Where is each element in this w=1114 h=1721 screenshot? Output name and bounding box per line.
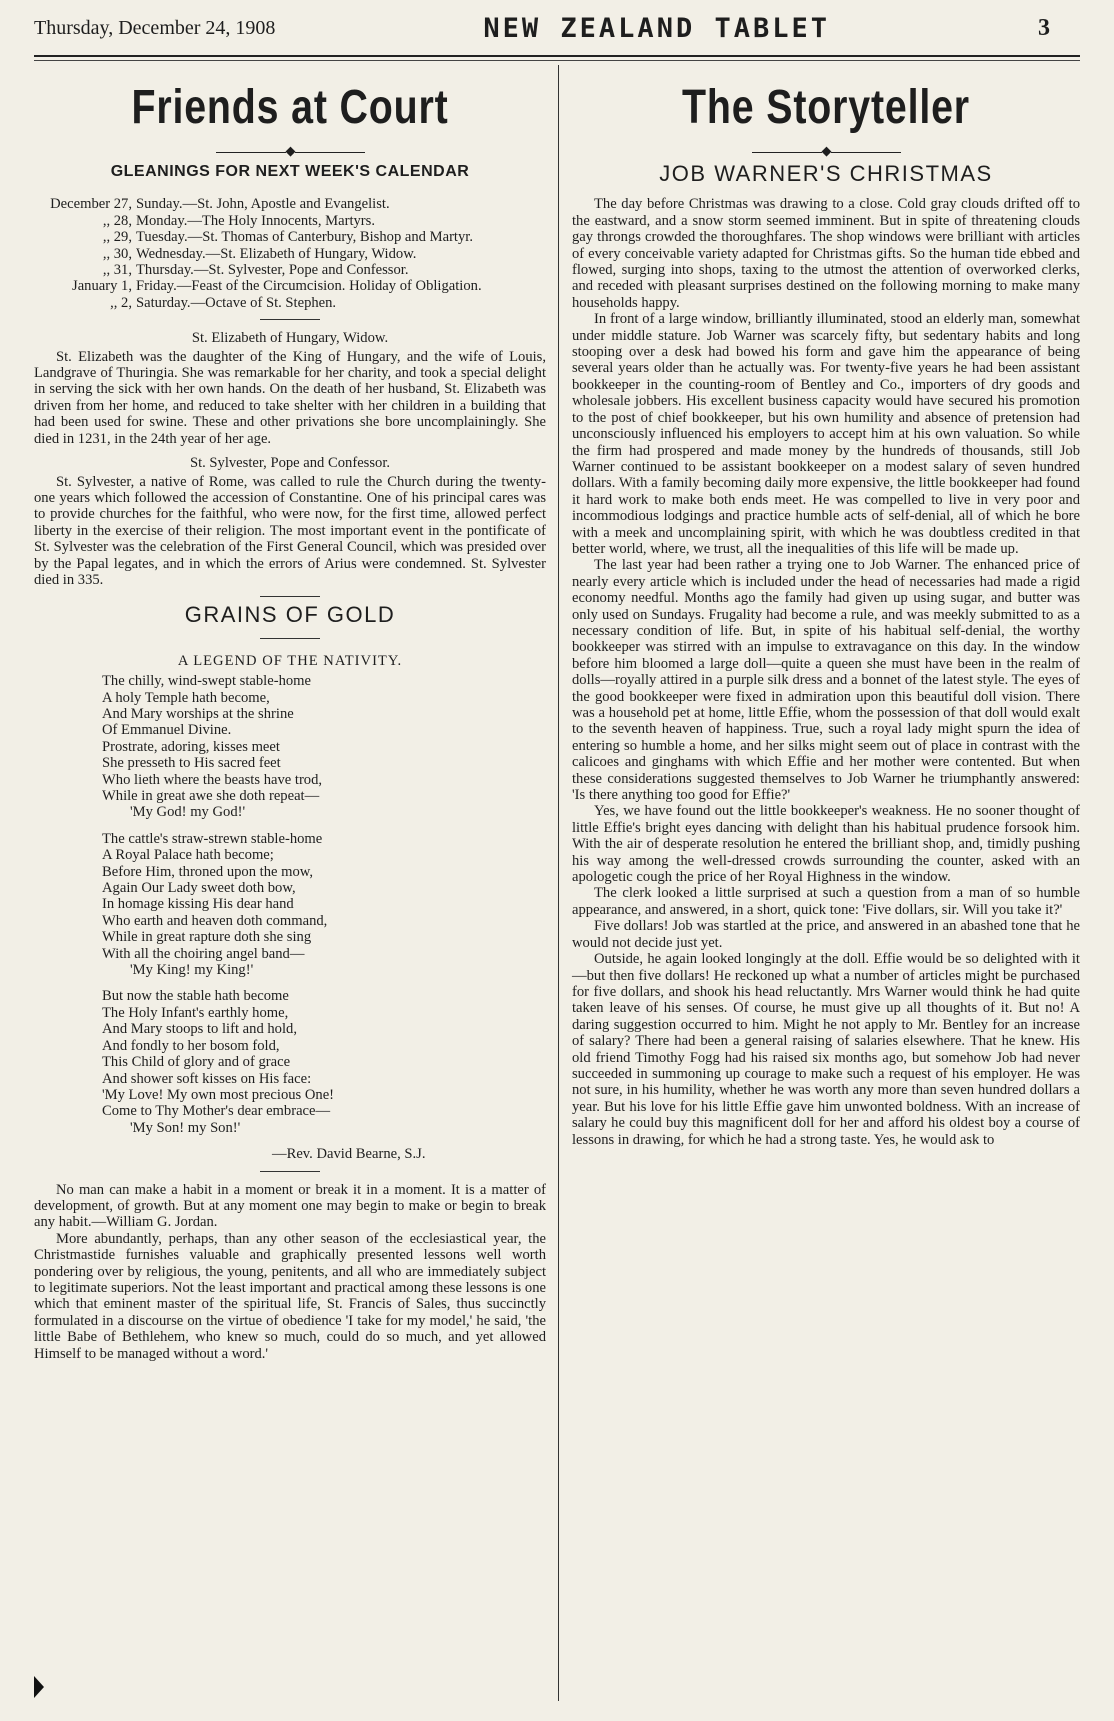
poem-title: A LEGEND OF THE NATIVITY.: [177, 652, 403, 669]
story-paragraph: Yes, we have found out the little bookkeeper's weakness. He no sooner thought of little Effie's bright eyes dancing with delight than his habitual prudence forsook him. With the air of desperate resolution he entered the brilliant shop, and, timidly pushing his way among the well-dressed crowds surrounding the counter, asked with an apologetic cough the price of her Royal Highness in the window.: [572, 803, 1080, 886]
calendar-list: [34, 196, 546, 311]
poem-line: This Child of glory and of grace: [102, 1054, 291, 1071]
elizabeth-heading: St. Elizabeth of Hungary, Widow.: [191, 330, 389, 347]
poem-line: Again Our Lady sweet doth bow,: [102, 880, 296, 897]
poem-line: The Holy Infant's earthly home,: [102, 1004, 289, 1021]
poem-line: The cattle's straw-strewn stable-home: [102, 830, 323, 847]
column-divider: [558, 65, 559, 1701]
calendar-event: Friday.—Feast of the Circumcision. Holiday of Obligation.: [136, 278, 482, 295]
poem-line: But now the stable hath become: [102, 988, 289, 1005]
poem-attribution: —Rev. David Bearne, S.J.: [272, 1146, 426, 1163]
poem-line: While in great awe she doth repeat—: [102, 788, 320, 804]
calendar-date: January 1,: [72, 278, 132, 295]
poem-stanza-3: [102, 988, 546, 1136]
calendar-entry: [34, 295, 546, 311]
short-rule: [260, 638, 320, 639]
story-paragraph: Five dollars! Job was startled at the price, and answered in an abashed tone that he would not decide just yet.: [572, 918, 1080, 951]
sylvester-heading: St. Sylvester, Pope and Confessor.: [189, 455, 391, 472]
calendar-entry: [34, 278, 546, 294]
calendar-subtitle: GLEANINGS FOR NEXT WEEK'S CALENDAR: [110, 163, 470, 180]
poem-line: The chilly, wind-swept stable-home: [102, 673, 311, 690]
calendar-date: ,, 2,: [110, 294, 132, 311]
story-paragraph: The clerk looked a little surprised at such a question from a man of so humble appearance, and answered, in a short, quick tone: 'Five dollars, sir. Will you take it?': [572, 885, 1080, 918]
poem-line: While in great rapture doth she sing: [102, 929, 312, 946]
calendar-date: ,, 31,: [102, 262, 132, 279]
story-paragraph: The last year had been rather a trying one to Job Warner. The enhanced price of nearly every article which is included under the head of necessaries had made a rigid economy needful. Months ago the family had given up using sugar, and butter was only used on Sundays. Frugality had become a rule, and was meekly submitted to as a necessary condition of life. But, in spite of his habitual self-denial, the worthy bookkeeper was stirred with an impulse to extravagance on this day. In the window before him bloomed a large doll—quite a queen she must have been in the realm of dolls—royally attired in a purple silk dress and a bonnet of the latest style. The eyes of the good bookkeeper were fixed in admiration upon this beautiful doll vision. There was a household pet at home, little Effie, whom the possession of that doll would exalt to the seventh heaven of happiness. True, such a royal lady might spurn the idea of entering so humble a home, and her silks might seem out of place in contrast with the calicoes and ginghams with which Effie and her mother were contented. But when these considerations suggested themselves to Job Warner he triumphantly answered: 'Is there anything too good for Effie?': [572, 557, 1080, 804]
calendar-date: ,, 30,: [102, 245, 132, 262]
page-edge-marker-icon: [34, 1676, 44, 1698]
header-rule-thin: [34, 60, 1080, 61]
elizabeth-paragraph: St. Elizabeth was the daughter of the King of Hungary, and the wife of Louis, Landgrave of Thuringia. She was remarkable for her charity, and took a special delight in serving the sick with her own hands. On the death of her husband, St. Elizabeth was driven from her home, and reduced to take shelter with her children in a building that had been used for swine. These and other privations she bore uncomplainingly. She died in 1231, in the 24th year of her age.: [34, 348, 546, 447]
calendar-date: ,, 28,: [102, 212, 132, 229]
poem-line: 'My God! my God!': [130, 804, 246, 821]
left-column: [34, 66, 546, 1362]
calendar-date: December 27,: [50, 196, 132, 213]
calendar-event: Monday.—The Holy Innocents, Martyrs.: [136, 212, 375, 229]
christmastide-paragraph: More abundantly, perhaps, than any other season of the ecclesiastical year, the Christmastide furnishes valuable and graphically presented lessons well worth pondering over by religious, the young, penitents, and all who are immediately subject to legitimate superiors. Not the least important and practical among these lessons is one which that eminent master of the spiritual life, St. Francis of Sales, thus succinctly formulated in a discourse on the virtue of obedience 'I take for my model,' he said, 'the little Babe of Bethlehem, who knew so much, could do so much, and yet allowed Himself to be managed without a word.': [34, 1230, 546, 1362]
story-paragraph: The day before Christmas was drawing to a close. Cold gray clouds drifted off to the eastward, and a snow storm seemed imminent. But in spite of threatening clouds gay throngs crowded the thoroughfares. The shop windows were brilliant with articles of every conceivable variety adapted for Christmas gifts. So the human tide ebbed and flowed, surging into shops, taxing to the utmost the attention of overworked clerks, and receded with pleasant surprises destined on the following morning to make many households happy.: [572, 196, 1080, 311]
poem-line: Before Him, throned upon the mow,: [102, 863, 314, 880]
header-rule: [34, 55, 1080, 57]
poem-line: Come to Thy Mother's dear embrace—: [102, 1103, 331, 1120]
poem-line: And Mary worships at the shrine: [102, 705, 294, 722]
calendar-entry: [34, 213, 546, 229]
poem-line: 'My Son! my Son!': [130, 1119, 241, 1136]
short-rule: [260, 596, 320, 597]
page-number: 3: [1037, 14, 1050, 41]
poem-line: In homage kissing His dear hand: [102, 896, 294, 913]
section-title-friends-at-court: Friends at Court: [131, 81, 449, 134]
poem-line: Who lieth where the beasts have trod,: [102, 771, 323, 788]
poem-line: And fondly to her bosom fold,: [102, 1037, 280, 1054]
page-header: [34, 8, 1080, 48]
story-paragraph: In front of a large window, brilliantly illuminated, stood an elderly man, somewhat under middle stature. Job Warner was scarcely fifty, but sedentary habits and long stooping over a desk had bowed his form and gave him the appearance of being several years older than he actually was. For twenty-five years he had been assistant bookkeeper in the counting-room of Bentley and Co., importers of dry goods and wholesale jobbers. His excellent business capacity would have secured his promotion to the post of chief bookkeeper, but his own humility and absence of pretension had unconsciously influenced his employers to accept him at his own valuation. So while the firm had prospered and made money by the hundreds of thousands, still Job Warner continued to be assistant bookkeeper on a modest salary of seven hundred dollars. With a family becoming daily more expensive, the little bookkeeper had found it hard work to make both ends meet. He was compelled to live in very poor and incommodious lodgings and practice humble acts of self-denial, all of which he bore with a meek and uncomplaining spirit, with which he was doubtless credited in that better world, where, we trust, all the inequalities of this life will be made up.: [572, 311, 1080, 557]
calendar-date: ,, 29,: [102, 229, 132, 246]
calendar-entry: [34, 196, 546, 212]
masthead: NEW ZEALAND TABLET: [483, 12, 830, 44]
poem-line: A Royal Palace hath become;: [102, 847, 274, 864]
poem-line: A holy Temple hath become,: [102, 689, 270, 706]
poem-line: Of Emmanuel Divine.: [102, 722, 232, 739]
story-title: JOB WARNER'S CHRISTMAS: [659, 161, 993, 186]
poem-stanza-2: [102, 831, 546, 979]
right-column: [572, 66, 1080, 1148]
short-rule: [260, 1171, 320, 1172]
calendar-event: Tuesday.—St. Thomas of Canterbury, Bishop and Martyr.: [136, 229, 473, 246]
section-title-storyteller: The Storyteller: [682, 81, 970, 134]
poem-line: And shower soft kisses on His face:: [102, 1070, 312, 1087]
grains-of-gold-heading: GRAINS OF GOLD: [184, 602, 396, 628]
dateline: Thursday, December 24, 1908: [34, 16, 276, 39]
habit-paragraph: No man can make a habit in a moment or break it in a moment. It is a matter of development, of growth. But at any moment one may begin to make or begin to break any habit.—William G. Jordan.: [34, 1181, 546, 1231]
calendar-entry: [34, 262, 546, 278]
poem-line: 'My King! my King!': [130, 962, 254, 979]
poem-line: And Mary stoops to lift and hold,: [102, 1021, 297, 1038]
calendar-entry: [34, 229, 546, 245]
ornament-divider: ◆: [572, 144, 1080, 158]
poem-line: 'My Love! My own most precious One!: [102, 1086, 335, 1103]
poem-stanza-1: [102, 673, 546, 821]
calendar-event: Sunday.—St. John, Apostle and Evangelist.: [136, 196, 390, 213]
story-paragraph: Outside, he again looked longingly at the doll. Effie would be so delighted with it—but then five dollars! He reckoned up what a number of articles might be purchased for five dollars, and shook his head reluctantly. Mrs Warner would think he had quite taken leave of his senses. Of course, he must give up all thoughts of it. But no! A daring suggestion occurred to him. Might he not apply to Mr. Bentley for an increase of salary? There had been a general raising of salaries elsewhere. That he knew. His old friend Timothy Fogg had his raised six months ago, but somehow Job had never succeeded in summoning up courage to make such a request of his employer. He was not sure, in his humility, whether he was worth any more than seven hundred dollars a year. But his love for his little Effie gave him unwonted boldness. With an increase of salary he could buy this magnificent doll for her and afford his oldest boy a course of lessons in drawing, for which he had a strong taste. Yes, he would ask to: [572, 951, 1080, 1148]
calendar-event: Saturday.—Octave of St. Stephen.: [136, 294, 337, 311]
poem-line: She presseth to His sacred feet: [102, 755, 281, 772]
poem-line: With all the choiring angel band—: [102, 945, 305, 962]
calendar-entry: [34, 246, 546, 262]
ornament-divider: ◆: [34, 144, 546, 158]
calendar-event: Wednesday.—St. Elizabeth of Hungary, Widow.: [136, 245, 417, 262]
sylvester-paragraph: St. Sylvester, a native of Rome, was called to rule the Church during the twenty-one years which followed the accession of Constantine. One of his principal cares was to provide churches for the faithful, who were now, for the first time, allowed perfect liberty in the exercise of their religion. The most important event in the pontificate of St. Sylvester was the celebration of the First General Council, which was presided over by the Papal legates, and in which the errors of Arius were condemned. St. Sylvester died in 335.: [34, 473, 546, 588]
calendar-event: Thursday.—St. Sylvester, Pope and Confessor.: [136, 262, 409, 279]
short-rule: [260, 319, 320, 320]
poem-line: Prostrate, adoring, kisses meet: [102, 738, 280, 755]
poem-line: Who earth and heaven doth command,: [102, 912, 328, 929]
poem: [34, 673, 546, 1162]
